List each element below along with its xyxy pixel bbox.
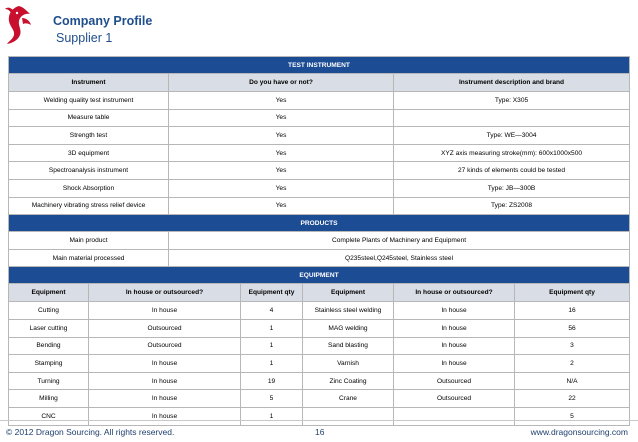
column-header: Instrument xyxy=(9,74,169,92)
page-footer xyxy=(0,420,638,442)
table-cell: Yes xyxy=(169,179,394,197)
table-header-row xyxy=(9,284,630,302)
table-cell: Type: X305 xyxy=(394,92,630,110)
page-number: 16 xyxy=(315,427,325,437)
page-subtitle: Supplier 1 xyxy=(56,31,113,45)
table-cell: 1 xyxy=(241,337,303,355)
table-cell: 16 xyxy=(515,302,630,320)
table-cell: 3D equipment xyxy=(9,144,169,162)
column-header: Instrument description and brand xyxy=(394,74,630,92)
table-cell: Strength test xyxy=(9,127,169,145)
table-row xyxy=(9,92,630,110)
table-row xyxy=(9,319,630,337)
table-cell: Yes xyxy=(169,162,394,180)
table-cell: Yes xyxy=(169,109,394,127)
table-cell: Type: JB—300B xyxy=(394,179,630,197)
table-row xyxy=(9,127,630,145)
column-header: Equipment xyxy=(303,284,394,302)
table-row xyxy=(9,179,630,197)
table-row xyxy=(9,390,630,408)
table-cell: Complete Plants of Machinery and Equipment xyxy=(169,232,630,250)
section-header-equipment xyxy=(9,267,630,284)
column-header: Equipment qty xyxy=(515,284,630,302)
section-label: EQUIPMENT xyxy=(9,267,630,284)
table-cell: Measure table xyxy=(9,109,169,127)
table-cell: Zinc Coating xyxy=(303,372,394,390)
table-cell: Main product xyxy=(9,232,169,250)
table-cell: 19 xyxy=(241,372,303,390)
table-cell: Yes xyxy=(169,144,394,162)
table-cell: Machinery vibrating stress relief device xyxy=(9,197,169,215)
table-cell: In house xyxy=(394,355,515,373)
table-cell: Outsourced xyxy=(89,319,241,337)
table-cell xyxy=(394,109,630,127)
table-cell: Q235steel,Q245steel, Stainless steel xyxy=(169,249,630,267)
table-cell: Varnish xyxy=(303,355,394,373)
table-cell: Crane xyxy=(303,390,394,408)
table-cell: Type: WE—3004 xyxy=(394,127,630,145)
section-label: PRODUCTS xyxy=(9,215,630,232)
copyright-text: © 2012 Dragon Sourcing. All rights reserved. xyxy=(6,427,175,437)
table-cell: Cutting xyxy=(9,302,89,320)
table-cell: Outsourced xyxy=(89,337,241,355)
table-row xyxy=(9,144,630,162)
table-cell: XYZ axis measuring stroke(mm): 600x1000x500 xyxy=(394,144,630,162)
table-cell: In house xyxy=(89,372,241,390)
table-cell: In house xyxy=(89,302,241,320)
table-cell: Outsourced xyxy=(394,372,515,390)
table-cell: In house xyxy=(89,407,241,425)
table-header-row xyxy=(9,74,630,92)
table-cell: 27 kinds of elements could be tested xyxy=(394,162,630,180)
column-header: Equipment xyxy=(9,284,89,302)
table-cell: Bending xyxy=(9,337,89,355)
table-row xyxy=(9,197,630,215)
table-cell: 1 xyxy=(241,407,303,425)
table-cell: 2 xyxy=(515,355,630,373)
table-cell: In house xyxy=(394,319,515,337)
table-cell: Stainless steel welding xyxy=(303,302,394,320)
table-cell: CNC xyxy=(9,407,89,425)
table-row xyxy=(9,355,630,373)
table-cell: In house xyxy=(89,390,241,408)
table-cell: MAG welding xyxy=(303,319,394,337)
section-label: TEST INSTRUMENT xyxy=(9,57,630,74)
column-header: Equipment qty xyxy=(241,284,303,302)
table-cell: 5 xyxy=(515,407,630,425)
section-header-test-instrument xyxy=(9,57,630,74)
table-cell: Type: ZS2008 xyxy=(394,197,630,215)
table-row xyxy=(9,162,630,180)
table-cell: Welding quality test instrument xyxy=(9,92,169,110)
table-cell: Yes xyxy=(169,127,394,145)
table-cell: Turning xyxy=(9,372,89,390)
table-cell: 22 xyxy=(515,390,630,408)
table-cell: Laser cutting xyxy=(9,319,89,337)
table-cell: 3 xyxy=(515,337,630,355)
table-cell: Milling xyxy=(9,390,89,408)
page-title: Company Profile xyxy=(53,14,153,28)
table-cell: 1 xyxy=(241,355,303,373)
table-cell: N/A xyxy=(515,372,630,390)
table-cell: 4 xyxy=(241,302,303,320)
profile-table xyxy=(8,56,630,426)
table-cell: In house xyxy=(394,337,515,355)
table-row xyxy=(9,109,630,127)
table-cell: In house xyxy=(394,302,515,320)
profile-table-container xyxy=(8,56,629,426)
table-cell: Spectroanalysis instrument xyxy=(9,162,169,180)
table-cell: Yes xyxy=(169,92,394,110)
column-header: In house or outsourced? xyxy=(89,284,241,302)
table-row xyxy=(9,302,630,320)
table-row xyxy=(9,337,630,355)
table-row xyxy=(9,249,630,267)
table-cell: Sand blasting xyxy=(303,337,394,355)
section-header-products xyxy=(9,215,630,232)
website-link[interactable]: www.dragonsourcing.com xyxy=(530,427,628,437)
table-row xyxy=(9,232,630,250)
table-cell: Main material processed xyxy=(9,249,169,267)
table-cell: Yes xyxy=(169,197,394,215)
table-row xyxy=(9,372,630,390)
table-cell: 1 xyxy=(241,319,303,337)
dragon-logo xyxy=(4,4,34,46)
table-cell: In house xyxy=(89,355,241,373)
table-cell: Outsourced xyxy=(394,390,515,408)
column-header: In house or outsourced? xyxy=(394,284,515,302)
table-cell: 5 xyxy=(241,390,303,408)
column-header: Do you have or not? xyxy=(169,74,394,92)
table-cell: 56 xyxy=(515,319,630,337)
table-cell: Stamping xyxy=(9,355,89,373)
table-cell: Shock Absorption xyxy=(9,179,169,197)
